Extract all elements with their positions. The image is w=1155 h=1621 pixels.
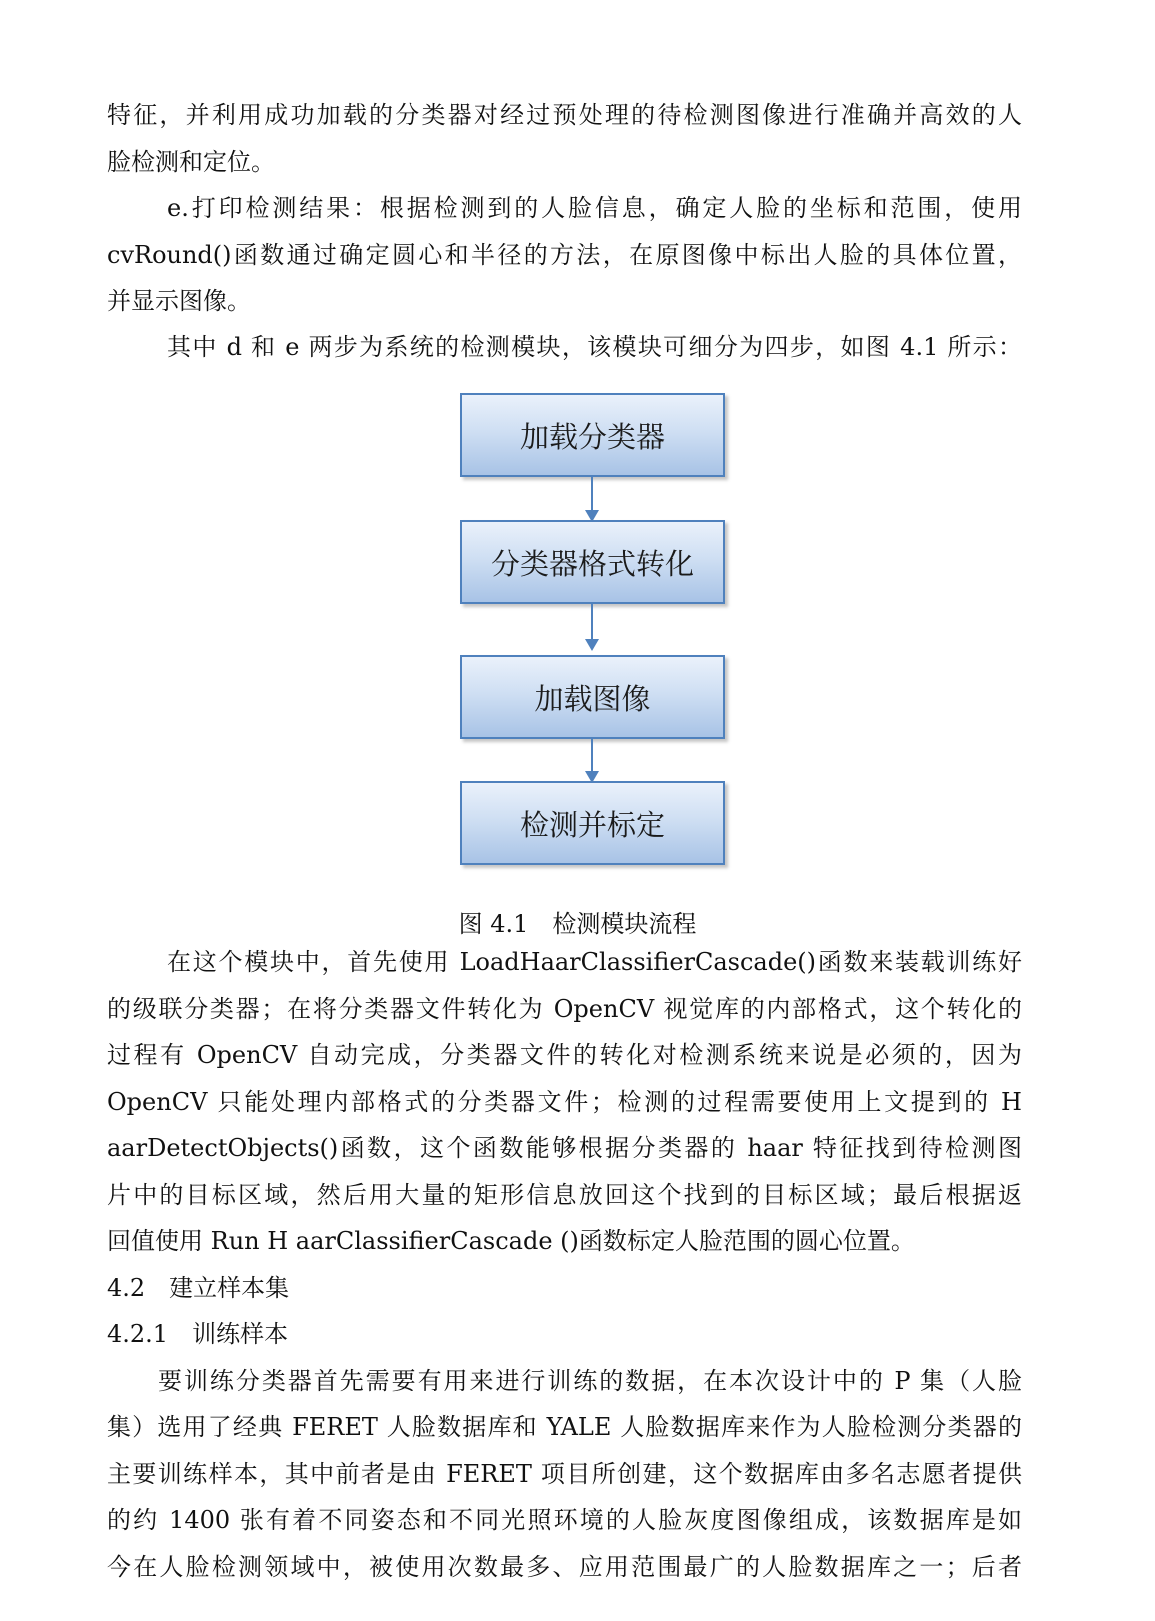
flow-arrow-2 bbox=[591, 604, 593, 649]
paragraph-5-line-1: 要训练分类器首先需要有用来进行训练的数据，在本次设计中的 P 集（人脸 bbox=[158, 1367, 1022, 1395]
paragraph-2-line-3: 并显示图像。 bbox=[107, 287, 251, 315]
paragraph-5-line-3: 主要训练样本，其中前者是由 FERET 项目所创建，这个数据库由多名志愿者提供 bbox=[107, 1460, 1022, 1488]
paragraph-5-line-4: 的约 1400 张有着不同姿态和不同光照环境的人脸灰度图像组成，该数据库是如 bbox=[107, 1506, 1022, 1534]
flow-step-convert-classifier: 分类器格式转化 bbox=[460, 520, 725, 604]
flow-step-load-image: 加载图像 bbox=[460, 655, 725, 739]
flow-arrow-3 bbox=[591, 739, 593, 781]
paragraph-5-line-2: 集）选用了经典 FERET 人脸数据库和 YALE 人脸数据库来作为人脸检测分类器的 bbox=[107, 1413, 1022, 1441]
paragraph-4-line-4: OpenCV 只能处理内部格式的分类器文件；检测的过程需要使用上文提到的 H bbox=[107, 1088, 1022, 1116]
paragraph-4-line-3: 过程有 OpenCV 自动完成，分类器文件的转化对检测系统来说是必须的，因为 bbox=[107, 1041, 1022, 1069]
section-heading-4-2: 4.2 建立样本集 bbox=[107, 1274, 290, 1302]
paragraph-2-line-1: e.打印检测结果：根据检测到的人脸信息，确定人脸的坐标和范围，使用 bbox=[167, 194, 1022, 222]
paragraph-1-line-1: 特征，并利用成功加载的分类器对经过预处理的待检测图像进行准确并高效的人 bbox=[107, 101, 1022, 129]
flow-arrow-1 bbox=[591, 477, 593, 520]
flow-step-detect-and-mark: 检测并标定 bbox=[460, 781, 725, 865]
paragraph-1-line-2: 脸检测和定位。 bbox=[107, 148, 275, 176]
paragraph-4-line-7: 回值使用 Run H aarClassifierCascade ()函数标定人脸范围的圆心位置。 bbox=[107, 1227, 915, 1255]
paragraph-5-line-5: 今在人脸检测领域中，被使用次数最多、应用范围最广的人脸数据库之一；后者 bbox=[107, 1553, 1022, 1581]
paragraph-3-line-1: 其中 d 和 e 两步为系统的检测模块，该模块可细分为四步，如图 4.1 所示： bbox=[167, 333, 1022, 361]
paragraph-2-line-2: cvRound()函数通过确定圆心和半径的方法，在原图像中标出人脸的具体位置， bbox=[107, 241, 1022, 269]
paragraph-4-line-2: 的级联分类器；在将分类器文件转化为 OpenCV 视觉库的内部格式，这个转化的 bbox=[107, 995, 1022, 1023]
paragraph-4-line-1: 在这个模块中，首先使用 LoadHaarClassifierCascade()函数来装载训练好 bbox=[167, 948, 1022, 976]
paragraph-4-line-5: aarDetectObjects()函数，这个函数能够根据分类器的 haar 特征找到待检测图 bbox=[107, 1134, 1022, 1162]
flow-step-load-classifier: 加载分类器 bbox=[460, 393, 725, 477]
paragraph-4-line-6: 片中的目标区域，然后用大量的矩形信息放回这个找到的目标区域；最后根据返 bbox=[107, 1181, 1022, 1209]
subsection-heading-4-2-1: 4.2.1 训练样本 bbox=[107, 1320, 289, 1348]
figure-caption: 图 4.1 检测模块流程 bbox=[458, 910, 697, 938]
